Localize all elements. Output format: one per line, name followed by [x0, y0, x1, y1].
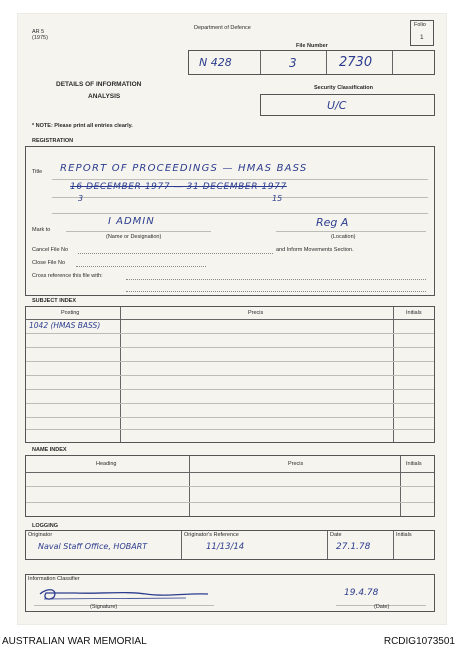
mark-to-label: Mark to [32, 227, 51, 233]
form-title-line2: ANALYSIS [88, 93, 121, 100]
form-title-line1: DETAILS OF INFORMATION [56, 81, 142, 88]
name-index-heading: NAME INDEX [32, 447, 67, 453]
reference-label: Originator's Reference [184, 532, 239, 538]
registration-heading: REGISTRATION [32, 138, 74, 144]
file-number-box [188, 50, 435, 75]
classifier-date-label: (Date) [374, 604, 390, 610]
security-label: Security Classification [314, 85, 373, 91]
classifier-box [25, 574, 435, 612]
subject-col-initials: Initials [406, 310, 422, 316]
classifier-signature [36, 585, 216, 603]
folio-box [410, 20, 434, 46]
name-col-initials: Initials [406, 461, 422, 467]
form-code: AR 5 [32, 29, 45, 35]
name-col-precis: Precis [288, 461, 304, 467]
inform-movements-label: and Inform Movements Section. [276, 247, 354, 253]
logging-heading: LOGGING [32, 523, 58, 529]
name-col-heading: Heading [96, 461, 117, 467]
department-label: Department of Defence [194, 25, 251, 31]
originator-value: Naval Staff Office, HOBART [38, 542, 148, 551]
mark-to-value: I ADMIN [108, 216, 155, 227]
file-number-part-1: N 428 [199, 56, 232, 69]
name-designation-label: (Name or Designation) [106, 234, 162, 240]
date-value: 27.1.78 [336, 542, 371, 552]
cross-reference-label: Cross reference this file with: [32, 273, 103, 279]
location-label: (Location) [331, 234, 356, 240]
cancel-file-label: Cancel File No [32, 247, 69, 253]
file-number-part-3: 2730 [339, 55, 373, 70]
signature-label: (Signature) [90, 604, 118, 610]
subject-index-table [25, 306, 435, 443]
footer-institution: AUSTRALIAN WAR MEMORIAL [2, 636, 147, 647]
subject-col-precis: Precis [248, 310, 264, 316]
subject-index-heading: SUBJECT INDEX [32, 298, 77, 304]
originator-label: Originator [28, 532, 53, 538]
title-handwritten-line1: REPORT OF PROCEEDINGS — HMAS BASS [60, 163, 308, 174]
form-sheet [18, 14, 446, 624]
logging-table [25, 530, 435, 560]
subject-col-posting: Posting [61, 310, 80, 316]
reference-value: 11/13/14 [206, 542, 245, 552]
title-label: Title [32, 169, 43, 175]
classifier-label: Information Classifier [28, 576, 80, 582]
classifier-date-value: 19.4.78 [344, 588, 379, 598]
title-handwritten-line2: 16 DECEMBER 1977 — 31 DECEMBER 1977 [70, 182, 287, 192]
form-year: (1975) [32, 35, 48, 41]
initials-label: Initials [396, 532, 412, 538]
note-text: * NOTE: Please print all entries clearly. [32, 123, 133, 129]
close-file-label: Close File No [32, 260, 66, 266]
title-correction-2: 15 [272, 194, 283, 203]
folio-label: Folio [414, 22, 426, 28]
security-box [260, 94, 435, 116]
file-number-part-2: 3 [289, 56, 297, 70]
name-index-table [25, 455, 435, 517]
security-value: U/C [327, 99, 347, 112]
footer-record-id: RCDIG1073501 [383, 636, 455, 647]
subject-posting-entry: 1042 (HMAS BASS) [29, 321, 101, 330]
location-value: Reg A [316, 216, 349, 229]
date-label: Date [330, 532, 342, 538]
title-correction-1: 3 [78, 194, 84, 203]
registration-box [25, 146, 435, 296]
file-number-label: File Number [296, 43, 328, 49]
folio-value: 1 [420, 34, 424, 41]
